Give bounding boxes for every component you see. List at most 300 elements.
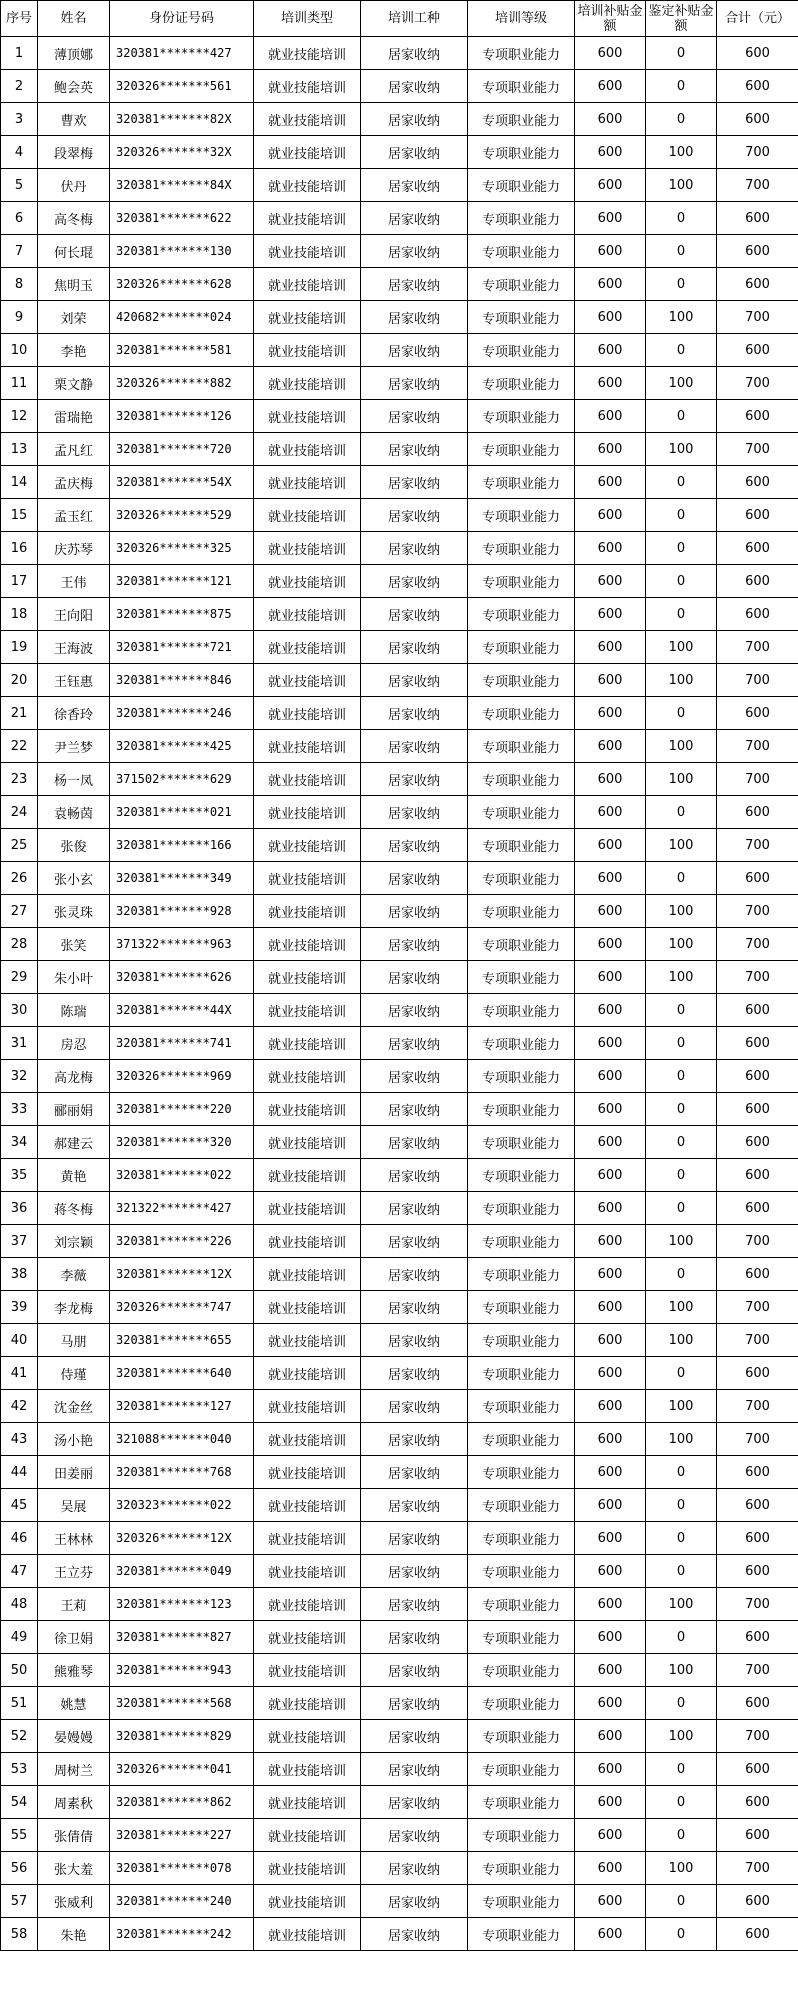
cell-training-trade: 居家收纳: [361, 400, 468, 433]
cell-seq: 25: [1, 829, 38, 862]
cell-appraisal-subsidy: 0: [646, 1357, 717, 1390]
cell-training-level: 专项职业能力: [468, 1390, 575, 1423]
cell-seq: 29: [1, 961, 38, 994]
cell-id-number: 320381*******568: [110, 1687, 254, 1720]
table-row: [1, 532, 798, 565]
cell-training-type: 就业技能培训: [254, 1654, 361, 1687]
cell-training-type: 就业技能培训: [254, 301, 361, 334]
cell-name: 栗文静: [38, 367, 110, 400]
cell-training-type: 就业技能培训: [254, 1159, 361, 1192]
cell-name: 张小玄: [38, 862, 110, 895]
cell-name: 伏丹: [38, 169, 110, 202]
cell-training-level: 专项职业能力: [468, 1720, 575, 1753]
cell-name: 朱艳: [38, 1918, 110, 1951]
cell-seq: 2: [1, 70, 38, 103]
cell-id-number: 320323*******022: [110, 1489, 254, 1522]
cell-name: 曹欢: [38, 103, 110, 136]
cell-appraisal-subsidy: 0: [646, 1522, 717, 1555]
cell-total: 600: [717, 37, 798, 70]
cell-seq: 56: [1, 1852, 38, 1885]
cell-total: 700: [717, 664, 798, 697]
cell-appraisal-subsidy: 100: [646, 1291, 717, 1324]
cell-appraisal-subsidy: 0: [646, 37, 717, 70]
cell-seq: 55: [1, 1819, 38, 1852]
table-row: [1, 1687, 798, 1720]
cell-total: 600: [717, 862, 798, 895]
table-row: [1, 70, 798, 103]
cell-total: 600: [717, 1192, 798, 1225]
cell-id-number: 320381*******126: [110, 400, 254, 433]
cell-training-subsidy: 600: [575, 1258, 646, 1291]
cell-seq: 51: [1, 1687, 38, 1720]
cell-training-type: 就业技能培训: [254, 598, 361, 631]
cell-training-level: 专项职业能力: [468, 334, 575, 367]
cell-total: 600: [717, 1489, 798, 1522]
cell-id-number: 320381*******862: [110, 1786, 254, 1819]
cell-training-type: 就业技能培训: [254, 664, 361, 697]
cell-training-trade: 居家收纳: [361, 1027, 468, 1060]
cell-id-number: 320381*******227: [110, 1819, 254, 1852]
cell-appraisal-subsidy: 0: [646, 1060, 717, 1093]
table-row: [1, 37, 798, 70]
cell-id-number: 320381*******581: [110, 334, 254, 367]
cell-training-type: 就业技能培训: [254, 1291, 361, 1324]
cell-training-trade: 居家收纳: [361, 1291, 468, 1324]
cell-total: 600: [717, 1555, 798, 1588]
cell-id-number: 320326*******969: [110, 1060, 254, 1093]
cell-seq: 13: [1, 433, 38, 466]
header-training-subsidy: [575, 1, 646, 37]
cell-id-number: 320381*******928: [110, 895, 254, 928]
cell-training-type: 就业技能培训: [254, 268, 361, 301]
cell-seq: 10: [1, 334, 38, 367]
cell-appraisal-subsidy: 0: [646, 1093, 717, 1126]
cell-training-trade: 居家收纳: [361, 598, 468, 631]
cell-training-level: 专项职业能力: [468, 697, 575, 730]
cell-training-level: 专项职业能力: [468, 928, 575, 961]
cell-appraisal-subsidy: 0: [646, 499, 717, 532]
cell-id-number: 321322*******427: [110, 1192, 254, 1225]
cell-training-subsidy: 600: [575, 1918, 646, 1951]
cell-name: 薄顶娜: [38, 37, 110, 70]
cell-name: 沈金丝: [38, 1390, 110, 1423]
cell-total: 600: [717, 1819, 798, 1852]
cell-appraisal-subsidy: 0: [646, 862, 717, 895]
cell-training-trade: 居家收纳: [361, 1258, 468, 1291]
cell-training-type: 就业技能培训: [254, 1522, 361, 1555]
cell-training-type: 就业技能培训: [254, 1225, 361, 1258]
cell-name: 李薇: [38, 1258, 110, 1291]
cell-training-type: 就业技能培训: [254, 994, 361, 1027]
cell-id-number: 371502*******629: [110, 763, 254, 796]
cell-training-type: 就业技能培训: [254, 202, 361, 235]
cell-total: 600: [717, 103, 798, 136]
cell-training-subsidy: 600: [575, 136, 646, 169]
cell-name: 李艳: [38, 334, 110, 367]
cell-seq: 47: [1, 1555, 38, 1588]
cell-total: 600: [717, 565, 798, 598]
cell-total: 600: [717, 796, 798, 829]
cell-id-number: 320381*******721: [110, 631, 254, 664]
cell-training-trade: 居家收纳: [361, 1555, 468, 1588]
cell-appraisal-subsidy: 0: [646, 1456, 717, 1489]
cell-training-trade: 居家收纳: [361, 1456, 468, 1489]
table-row: [1, 928, 798, 961]
cell-training-subsidy: 600: [575, 961, 646, 994]
cell-training-subsidy: 600: [575, 301, 646, 334]
cell-appraisal-subsidy: 100: [646, 1225, 717, 1258]
cell-id-number: 320381*******349: [110, 862, 254, 895]
table-row: [1, 1423, 798, 1456]
cell-training-trade: 居家收纳: [361, 1654, 468, 1687]
cell-id-number: 320381*******240: [110, 1885, 254, 1918]
cell-total: 700: [717, 433, 798, 466]
cell-training-level: 专项职业能力: [468, 1753, 575, 1786]
cell-training-subsidy: 600: [575, 1522, 646, 1555]
cell-training-level: 专项职业能力: [468, 1819, 575, 1852]
cell-total: 600: [717, 1126, 798, 1159]
cell-id-number: 320381*******54X: [110, 466, 254, 499]
cell-id-number: 320381*******022: [110, 1159, 254, 1192]
cell-name: 张大羞: [38, 1852, 110, 1885]
cell-training-trade: 居家收纳: [361, 499, 468, 532]
cell-appraisal-subsidy: 0: [646, 1192, 717, 1225]
cell-appraisal-subsidy: 0: [646, 1885, 717, 1918]
cell-training-trade: 居家收纳: [361, 37, 468, 70]
cell-id-number: 320381*******121: [110, 565, 254, 598]
cell-id-number: 320381*******829: [110, 1720, 254, 1753]
cell-training-type: 就业技能培训: [254, 334, 361, 367]
cell-training-trade: 居家收纳: [361, 103, 468, 136]
cell-training-subsidy: 600: [575, 1489, 646, 1522]
cell-training-type: 就业技能培训: [254, 1324, 361, 1357]
cell-id-number: 320381*******84X: [110, 169, 254, 202]
cell-id-number: 320326*******041: [110, 1753, 254, 1786]
table-row: [1, 1390, 798, 1423]
cell-name: 张威利: [38, 1885, 110, 1918]
cell-total: 600: [717, 1456, 798, 1489]
table-row: [1, 1522, 798, 1555]
cell-training-level: 专项职业能力: [468, 1192, 575, 1225]
cell-training-type: 就业技能培训: [254, 136, 361, 169]
cell-training-subsidy: 600: [575, 1192, 646, 1225]
table-row: [1, 1621, 798, 1654]
cell-training-level: 专项职业能力: [468, 1654, 575, 1687]
cell-training-subsidy: 600: [575, 268, 646, 301]
table-row: [1, 664, 798, 697]
table-row: [1, 697, 798, 730]
cell-training-level: 专项职业能力: [468, 664, 575, 697]
cell-appraisal-subsidy: 0: [646, 994, 717, 1027]
table-row: [1, 367, 798, 400]
cell-id-number: 320381*******768: [110, 1456, 254, 1489]
cell-training-type: 就业技能培训: [254, 1489, 361, 1522]
table-row: [1, 1489, 798, 1522]
cell-seq: 38: [1, 1258, 38, 1291]
cell-name: 孟玉红: [38, 499, 110, 532]
cell-training-level: 专项职业能力: [468, 268, 575, 301]
table-row: [1, 961, 798, 994]
cell-seq: 35: [1, 1159, 38, 1192]
cell-total: 600: [717, 1885, 798, 1918]
cell-training-type: 就业技能培训: [254, 1126, 361, 1159]
cell-total: 600: [717, 1753, 798, 1786]
table-row: [1, 994, 798, 1027]
cell-training-type: 就业技能培训: [254, 1753, 361, 1786]
cell-id-number: 321088*******040: [110, 1423, 254, 1456]
cell-appraisal-subsidy: 100: [646, 664, 717, 697]
cell-training-type: 就业技能培训: [254, 1555, 361, 1588]
cell-training-trade: 居家收纳: [361, 862, 468, 895]
cell-total: 600: [717, 532, 798, 565]
cell-training-trade: 居家收纳: [361, 928, 468, 961]
cell-total: 600: [717, 1357, 798, 1390]
cell-training-level: 专项职业能力: [468, 136, 575, 169]
cell-appraisal-subsidy: 0: [646, 1126, 717, 1159]
cell-training-subsidy: 600: [575, 1588, 646, 1621]
cell-training-trade: 居家收纳: [361, 1489, 468, 1522]
cell-training-subsidy: 600: [575, 466, 646, 499]
cell-training-level: 专项职业能力: [468, 1522, 575, 1555]
cell-training-level: 专项职业能力: [468, 598, 575, 631]
cell-training-subsidy: 600: [575, 1621, 646, 1654]
cell-appraisal-subsidy: 100: [646, 367, 717, 400]
cell-appraisal-subsidy: 100: [646, 763, 717, 796]
cell-training-type: 就业技能培训: [254, 1885, 361, 1918]
cell-training-level: 专项职业能力: [468, 202, 575, 235]
header-training-type: 培训类型: [254, 1, 361, 37]
cell-appraisal-subsidy: 0: [646, 235, 717, 268]
cell-training-subsidy: 600: [575, 1753, 646, 1786]
table-row: [1, 1093, 798, 1126]
cell-seq: 57: [1, 1885, 38, 1918]
cell-seq: 11: [1, 367, 38, 400]
cell-training-trade: 居家收纳: [361, 136, 468, 169]
cell-training-trade: 居家收纳: [361, 301, 468, 334]
header-training-subsidy-label: 培训补贴金额: [577, 3, 643, 34]
cell-training-subsidy: 600: [575, 730, 646, 763]
cell-id-number: 320326*******747: [110, 1291, 254, 1324]
cell-seq: 5: [1, 169, 38, 202]
cell-training-trade: 居家收纳: [361, 235, 468, 268]
cell-total: 700: [717, 1390, 798, 1423]
cell-seq: 15: [1, 499, 38, 532]
cell-appraisal-subsidy: 0: [646, 1159, 717, 1192]
cell-seq: 48: [1, 1588, 38, 1621]
cell-total: 600: [717, 400, 798, 433]
cell-training-trade: 居家收纳: [361, 1588, 468, 1621]
cell-training-level: 专项职业能力: [468, 466, 575, 499]
cell-training-subsidy: 600: [575, 532, 646, 565]
cell-appraisal-subsidy: 100: [646, 169, 717, 202]
cell-training-subsidy: 600: [575, 1423, 646, 1456]
cell-training-level: 专项职业能力: [468, 1456, 575, 1489]
cell-training-subsidy: 600: [575, 631, 646, 664]
cell-training-type: 就业技能培训: [254, 70, 361, 103]
cell-training-level: 专项职业能力: [468, 730, 575, 763]
cell-training-level: 专项职业能力: [468, 829, 575, 862]
table-row: [1, 1918, 798, 1951]
cell-total: 700: [717, 928, 798, 961]
cell-appraisal-subsidy: 0: [646, 598, 717, 631]
cell-name: 鲍会英: [38, 70, 110, 103]
cell-name: 王伟: [38, 565, 110, 598]
cell-training-type: 就业技能培训: [254, 466, 361, 499]
table-row: [1, 1291, 798, 1324]
cell-seq: 26: [1, 862, 38, 895]
table-row: [1, 763, 798, 796]
cell-appraisal-subsidy: 0: [646, 400, 717, 433]
cell-seq: 54: [1, 1786, 38, 1819]
cell-name: 王林林: [38, 1522, 110, 1555]
cell-training-level: 专项职业能力: [468, 400, 575, 433]
cell-training-subsidy: 600: [575, 433, 646, 466]
cell-training-type: 就业技能培训: [254, 1258, 361, 1291]
cell-training-trade: 居家收纳: [361, 1225, 468, 1258]
cell-training-subsidy: 600: [575, 862, 646, 895]
cell-total: 600: [717, 1786, 798, 1819]
cell-training-type: 就业技能培训: [254, 499, 361, 532]
cell-total: 700: [717, 1852, 798, 1885]
cell-appraisal-subsidy: 0: [646, 103, 717, 136]
cell-id-number: 320381*******049: [110, 1555, 254, 1588]
cell-appraisal-subsidy: 100: [646, 730, 717, 763]
cell-training-trade: 居家收纳: [361, 532, 468, 565]
cell-training-level: 专项职业能力: [468, 1291, 575, 1324]
cell-training-subsidy: 600: [575, 1324, 646, 1357]
table-row: [1, 862, 798, 895]
cell-training-subsidy: 600: [575, 103, 646, 136]
cell-appraisal-subsidy: 100: [646, 928, 717, 961]
cell-appraisal-subsidy: 100: [646, 961, 717, 994]
cell-training-trade: 居家收纳: [361, 1357, 468, 1390]
header-row: [1, 1, 798, 37]
cell-appraisal-subsidy: 0: [646, 466, 717, 499]
cell-total: 700: [717, 730, 798, 763]
cell-training-level: 专项职业能力: [468, 895, 575, 928]
cell-training-subsidy: 600: [575, 334, 646, 367]
cell-training-subsidy: 600: [575, 1159, 646, 1192]
cell-id-number: 320381*******021: [110, 796, 254, 829]
cell-training-level: 专项职业能力: [468, 1621, 575, 1654]
table-row: [1, 631, 798, 664]
cell-training-type: 就业技能培训: [254, 1423, 361, 1456]
cell-training-type: 就业技能培训: [254, 1027, 361, 1060]
table-row: [1, 1225, 798, 1258]
cell-name: 张俊: [38, 829, 110, 862]
cell-training-level: 专项职业能力: [468, 301, 575, 334]
cell-total: 700: [717, 367, 798, 400]
cell-training-subsidy: 600: [575, 796, 646, 829]
cell-training-subsidy: 600: [575, 1687, 646, 1720]
cell-training-trade: 居家收纳: [361, 1753, 468, 1786]
cell-training-trade: 居家收纳: [361, 433, 468, 466]
cell-training-level: 专项职业能力: [468, 169, 575, 202]
header-training-trade: 培训工种: [361, 1, 468, 37]
cell-appraisal-subsidy: 100: [646, 1720, 717, 1753]
cell-appraisal-subsidy: 0: [646, 1027, 717, 1060]
cell-training-level: 专项职业能力: [468, 70, 575, 103]
cell-training-trade: 居家收纳: [361, 1786, 468, 1819]
table-row: [1, 1159, 798, 1192]
cell-training-subsidy: 600: [575, 367, 646, 400]
cell-training-level: 专项职业能力: [468, 1687, 575, 1720]
cell-seq: 49: [1, 1621, 38, 1654]
cell-training-trade: 居家收纳: [361, 1390, 468, 1423]
table-row: [1, 1456, 798, 1489]
table-row: [1, 1555, 798, 1588]
cell-name: 马朋: [38, 1324, 110, 1357]
cell-total: 700: [717, 136, 798, 169]
cell-name: 晏嫚嫚: [38, 1720, 110, 1753]
cell-seq: 28: [1, 928, 38, 961]
cell-training-trade: 居家收纳: [361, 994, 468, 1027]
cell-id-number: 320326*******628: [110, 268, 254, 301]
cell-seq: 27: [1, 895, 38, 928]
cell-training-type: 就业技能培训: [254, 1720, 361, 1753]
cell-total: 700: [717, 1423, 798, 1456]
cell-seq: 22: [1, 730, 38, 763]
cell-total: 600: [717, 1918, 798, 1951]
table-row: [1, 1192, 798, 1225]
cell-id-number: 320381*******875: [110, 598, 254, 631]
cell-appraisal-subsidy: 0: [646, 565, 717, 598]
cell-name: 王向阳: [38, 598, 110, 631]
cell-total: 700: [717, 1291, 798, 1324]
cell-training-subsidy: 600: [575, 400, 646, 433]
cell-training-level: 专项职业能力: [468, 1489, 575, 1522]
cell-training-subsidy: 600: [575, 994, 646, 1027]
cell-training-type: 就业技能培训: [254, 1786, 361, 1819]
header-total-label: 合计（元）: [724, 11, 790, 26]
cell-total: 600: [717, 598, 798, 631]
cell-name: 尹兰梦: [38, 730, 110, 763]
cell-name: 黄艳: [38, 1159, 110, 1192]
cell-training-trade: 居家收纳: [361, 565, 468, 598]
cell-training-level: 专项职业能力: [468, 1423, 575, 1456]
cell-id-number: 320381*******123: [110, 1588, 254, 1621]
cell-id-number: 320381*******640: [110, 1357, 254, 1390]
table-row: [1, 565, 798, 598]
cell-training-subsidy: 600: [575, 1291, 646, 1324]
cell-total: 700: [717, 1324, 798, 1357]
cell-name: 田姜丽: [38, 1456, 110, 1489]
cell-training-trade: 居家收纳: [361, 1621, 468, 1654]
cell-training-level: 专项职业能力: [468, 1918, 575, 1951]
cell-appraisal-subsidy: 100: [646, 136, 717, 169]
cell-name: 段翠梅: [38, 136, 110, 169]
cell-total: 600: [717, 70, 798, 103]
cell-training-level: 专项职业能力: [468, 994, 575, 1027]
cell-training-trade: 居家收纳: [361, 697, 468, 730]
cell-name: 王莉: [38, 1588, 110, 1621]
cell-id-number: 320326*******529: [110, 499, 254, 532]
table-row: [1, 829, 798, 862]
cell-appraisal-subsidy: 0: [646, 1786, 717, 1819]
cell-name: 郝建云: [38, 1126, 110, 1159]
cell-appraisal-subsidy: 0: [646, 1753, 717, 1786]
cell-appraisal-subsidy: 0: [646, 1918, 717, 1951]
cell-seq: 33: [1, 1093, 38, 1126]
header-id-number: 身份证号码: [110, 1, 254, 37]
cell-training-level: 专项职业能力: [468, 532, 575, 565]
cell-name: 焦明玉: [38, 268, 110, 301]
table-row: [1, 268, 798, 301]
cell-seq: 30: [1, 994, 38, 1027]
cell-seq: 58: [1, 1918, 38, 1951]
cell-training-trade: 居家收纳: [361, 1060, 468, 1093]
cell-seq: 7: [1, 235, 38, 268]
